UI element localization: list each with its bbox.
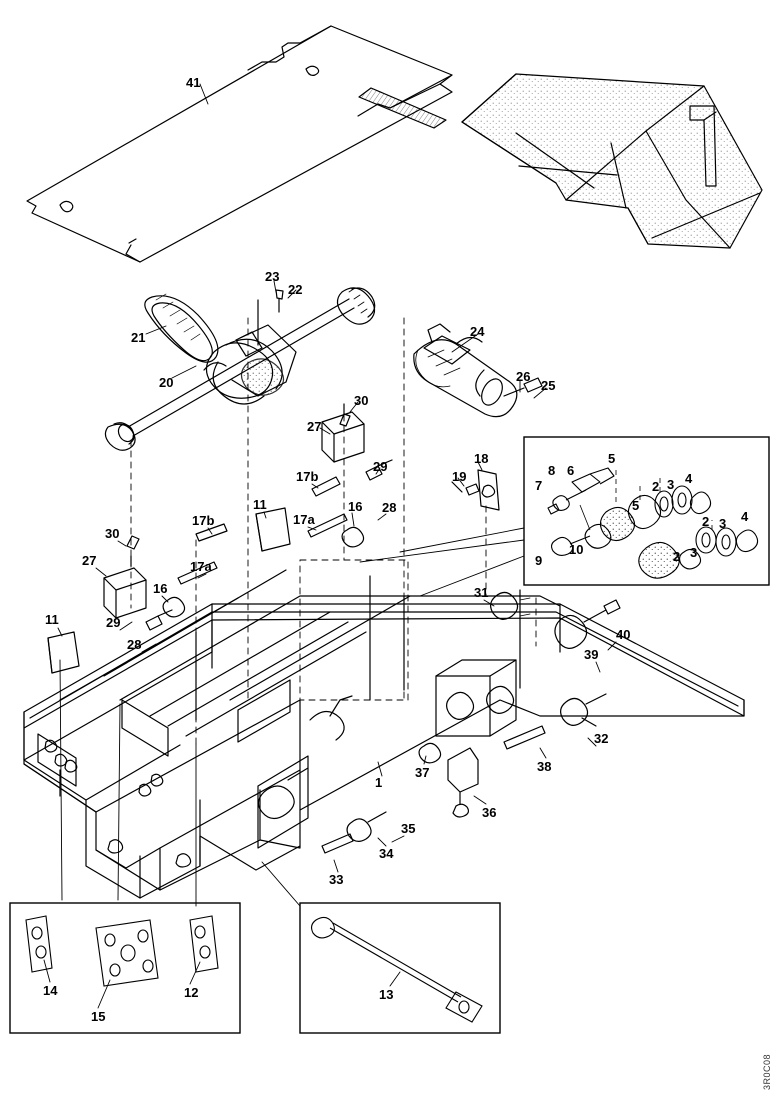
callout-17b-left: 17b xyxy=(192,513,215,528)
callout-16-left: 16 xyxy=(153,581,168,596)
callout-9: 9 xyxy=(535,553,543,568)
callout-21: 21 xyxy=(131,330,146,345)
callout-2-b: 2 xyxy=(702,514,710,529)
callout-2-c: 2 xyxy=(673,549,681,564)
callout-32: 32 xyxy=(594,731,609,746)
callout-38: 38 xyxy=(537,759,552,774)
callout-22: 22 xyxy=(288,282,303,297)
callout-30-upper: 30 xyxy=(354,393,369,408)
callout-28-upper: 28 xyxy=(382,500,397,515)
callout-28-left: 28 xyxy=(127,637,142,652)
callout-36: 36 xyxy=(482,805,497,820)
callout-15: 15 xyxy=(91,1009,106,1024)
callout-27-upper: 27 xyxy=(307,419,322,434)
drawing-code: 3R0C08 xyxy=(762,1053,772,1090)
callout-17a-left: 17a xyxy=(190,559,212,574)
callout-4-a: 4 xyxy=(685,471,693,486)
callout-35: 35 xyxy=(401,821,416,836)
callout-31: 31 xyxy=(474,585,489,600)
callout-24: 24 xyxy=(470,324,485,339)
callout-37: 37 xyxy=(415,765,430,780)
callout-11-left: 11 xyxy=(45,612,59,627)
callout-23: 23 xyxy=(265,269,280,284)
callout-11-upper: 11 xyxy=(253,497,267,512)
callout-41: 41 xyxy=(186,75,201,90)
callout-4-b: 4 xyxy=(741,509,749,524)
callout-17b-upper: 17b xyxy=(296,469,319,484)
callout-40: 40 xyxy=(616,627,631,642)
callout-2-a: 2 xyxy=(652,479,660,494)
callout-1: 1 xyxy=(375,775,383,790)
callout-20: 20 xyxy=(159,375,174,390)
callout-5-b: 5 xyxy=(632,498,640,513)
callout-39: 39 xyxy=(584,647,599,662)
callout-17a-upper: 17a xyxy=(293,512,315,527)
callout-25: 25 xyxy=(541,378,556,393)
callout-29-left: 29 xyxy=(106,615,121,630)
callout-12: 12 xyxy=(184,985,199,1000)
callout-3-c: 3 xyxy=(690,545,698,560)
callout-34: 34 xyxy=(379,846,394,861)
callout-16-upper: 16 xyxy=(348,499,363,514)
callout-14: 14 xyxy=(43,983,58,998)
callout-26: 26 xyxy=(516,369,531,384)
callout-29-upper: 29 xyxy=(373,459,388,474)
callout-3-b: 3 xyxy=(719,516,727,531)
callout-27-left: 27 xyxy=(82,553,97,568)
callout-5-a: 5 xyxy=(608,451,616,466)
callout-30-left: 30 xyxy=(105,526,120,541)
callout-18: 18 xyxy=(474,451,489,466)
callout-6: 6 xyxy=(567,463,575,478)
callout-3-a: 3 xyxy=(667,477,675,492)
callout-8: 8 xyxy=(548,463,556,478)
callout-10: 10 xyxy=(569,542,584,557)
callout-19: 19 xyxy=(452,469,467,484)
callout-33: 33 xyxy=(329,872,344,887)
callout-13: 13 xyxy=(379,987,394,1002)
callout-7: 7 xyxy=(535,478,543,493)
